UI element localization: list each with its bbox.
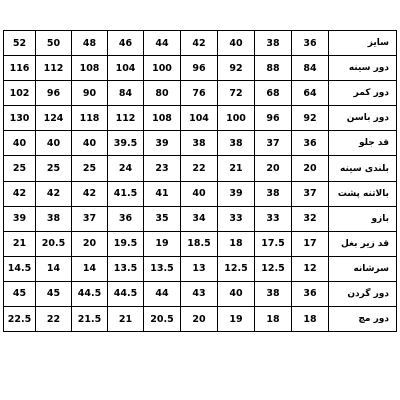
table-cell-value: 45 <box>4 281 36 306</box>
size-chart-table <box>3 30 397 332</box>
table-row <box>4 56 397 81</box>
table-cell-value: 41 <box>144 181 181 206</box>
table-row <box>4 156 397 181</box>
table-row <box>4 106 397 131</box>
table-cell-value: 36 <box>108 206 144 231</box>
table-cell-value: 84 <box>108 81 144 106</box>
table-row <box>4 81 397 106</box>
table-cell-value: 42 <box>72 181 108 206</box>
table-cell-value: 18.5 <box>181 231 218 256</box>
table-cell-value: 40 <box>72 131 108 156</box>
table-cell-value: 23 <box>144 156 181 181</box>
table-cell-value: 96 <box>181 56 218 81</box>
table-cell-value: 118 <box>72 106 108 131</box>
table-cell-value: 40 <box>36 131 72 156</box>
table-cell-value: 12.5 <box>255 256 292 281</box>
table-cell-value: 32 <box>292 206 329 231</box>
table-cell-value: 25 <box>72 156 108 181</box>
table-cell-value: 104 <box>181 106 218 131</box>
table-cell-value: 44.5 <box>72 281 108 306</box>
table-cell-value: 40 <box>218 31 255 56</box>
table-cell-value: 41.5 <box>108 181 144 206</box>
table-cell-value: 116 <box>4 56 36 81</box>
row-label: دور گردن <box>329 281 397 306</box>
row-label: سایز <box>329 31 397 56</box>
table-cell-value: 39 <box>144 131 181 156</box>
table-cell-value: 38 <box>218 131 255 156</box>
table-cell-value: 22.5 <box>4 307 36 332</box>
size-table-body <box>4 31 397 332</box>
table-cell-value: 52 <box>4 31 36 56</box>
table-cell-value: 18 <box>292 307 329 332</box>
table-cell-value: 24 <box>108 156 144 181</box>
table-cell-value: 76 <box>181 81 218 106</box>
table-cell-value: 96 <box>36 81 72 106</box>
table-cell-value: 13.5 <box>108 256 144 281</box>
table-cell-value: 102 <box>4 81 36 106</box>
table-row <box>4 256 397 281</box>
table-cell-value: 25 <box>36 156 72 181</box>
table-cell-value: 44 <box>144 31 181 56</box>
row-label: قد زیر بغل <box>329 231 397 256</box>
table-cell-value: 112 <box>36 56 72 81</box>
table-cell-value: 112 <box>108 106 144 131</box>
table-cell-value: 90 <box>72 81 108 106</box>
row-label: بلندی سینه <box>329 156 397 181</box>
table-cell-value: 42 <box>36 181 72 206</box>
table-cell-value: 21 <box>218 156 255 181</box>
table-cell-value: 20 <box>255 156 292 181</box>
table-cell-value: 40 <box>218 281 255 306</box>
table-cell-value: 38 <box>255 181 292 206</box>
table-cell-value: 38 <box>181 131 218 156</box>
table-row <box>4 206 397 231</box>
table-cell-value: 20 <box>72 231 108 256</box>
row-label: دور مچ <box>329 307 397 332</box>
table-cell-value: 20 <box>292 156 329 181</box>
table-cell-value: 37 <box>255 131 292 156</box>
table-cell-value: 14.5 <box>4 256 36 281</box>
table-cell-value: 17 <box>292 231 329 256</box>
row-label: سرشانه <box>329 256 397 281</box>
table-cell-value: 64 <box>292 81 329 106</box>
table-cell-value: 84 <box>292 56 329 81</box>
table-cell-value: 22 <box>181 156 218 181</box>
table-cell-value: 39.5 <box>108 131 144 156</box>
row-label: دور باسن <box>329 106 397 131</box>
table-cell-value: 20.5 <box>36 231 72 256</box>
row-label: دور کمر <box>329 81 397 106</box>
table-cell-value: 50 <box>36 31 72 56</box>
table-cell-value: 38 <box>255 281 292 306</box>
table-cell-value: 37 <box>72 206 108 231</box>
table-cell-value: 46 <box>108 31 144 56</box>
table-cell-value: 108 <box>144 106 181 131</box>
table-cell-value: 20 <box>181 307 218 332</box>
row-label: دور سینه <box>329 56 397 81</box>
table-cell-value: 14 <box>72 256 108 281</box>
table-cell-value: 20.5 <box>144 307 181 332</box>
table-cell-value: 35 <box>144 206 181 231</box>
table-row <box>4 131 397 156</box>
table-cell-value: 45 <box>36 281 72 306</box>
table-cell-value: 13.5 <box>144 256 181 281</box>
table-cell-value: 42 <box>4 181 36 206</box>
table-cell-value: 40 <box>4 131 36 156</box>
table-cell-value: 68 <box>255 81 292 106</box>
table-cell-value: 19 <box>144 231 181 256</box>
table-cell-value: 100 <box>218 106 255 131</box>
row-label: بازو <box>329 206 397 231</box>
table-cell-value: 21 <box>108 307 144 332</box>
table-cell-value: 36 <box>292 131 329 156</box>
table-cell-value: 21 <box>4 231 36 256</box>
table-cell-value: 18 <box>218 231 255 256</box>
table-cell-value: 39 <box>218 181 255 206</box>
table-cell-value: 39 <box>4 206 36 231</box>
table-cell-value: 92 <box>218 56 255 81</box>
table-cell-value: 108 <box>72 56 108 81</box>
table-cell-value: 40 <box>181 181 218 206</box>
table-cell-value: 130 <box>4 106 36 131</box>
table-row <box>4 281 397 306</box>
table-cell-value: 44.5 <box>108 281 144 306</box>
table-cell-value: 104 <box>108 56 144 81</box>
table-cell-value: 92 <box>292 106 329 131</box>
table-cell-value: 25 <box>4 156 36 181</box>
table-cell-value: 14 <box>36 256 72 281</box>
table-cell-value: 13 <box>181 256 218 281</box>
table-cell-value: 19.5 <box>108 231 144 256</box>
table-row <box>4 181 397 206</box>
table-cell-value: 42 <box>181 31 218 56</box>
row-label: بالاتنه پشت <box>329 181 397 206</box>
table-cell-value: 43 <box>181 281 218 306</box>
row-label: قد جلو <box>329 131 397 156</box>
table-cell-value: 12.5 <box>218 256 255 281</box>
table-cell-value: 12 <box>292 256 329 281</box>
table-cell-value: 124 <box>36 106 72 131</box>
table-cell-value: 18 <box>255 307 292 332</box>
table-cell-value: 72 <box>218 81 255 106</box>
table-cell-value: 48 <box>72 31 108 56</box>
table-cell-value: 22 <box>36 307 72 332</box>
table-cell-value: 33 <box>218 206 255 231</box>
table-cell-value: 38 <box>36 206 72 231</box>
table-cell-value: 96 <box>255 106 292 131</box>
table-cell-value: 36 <box>292 31 329 56</box>
table-cell-value: 100 <box>144 56 181 81</box>
table-cell-value: 21.5 <box>72 307 108 332</box>
table-row <box>4 231 397 256</box>
table-cell-value: 38 <box>255 31 292 56</box>
table-cell-value: 44 <box>144 281 181 306</box>
table-cell-value: 37 <box>292 181 329 206</box>
table-cell-value: 17.5 <box>255 231 292 256</box>
table-cell-value: 34 <box>181 206 218 231</box>
table-cell-value: 33 <box>255 206 292 231</box>
table-row <box>4 31 397 56</box>
table-cell-value: 19 <box>218 307 255 332</box>
table-cell-value: 80 <box>144 81 181 106</box>
table-cell-value: 36 <box>292 281 329 306</box>
table-cell-value: 88 <box>255 56 292 81</box>
table-row <box>4 307 397 332</box>
